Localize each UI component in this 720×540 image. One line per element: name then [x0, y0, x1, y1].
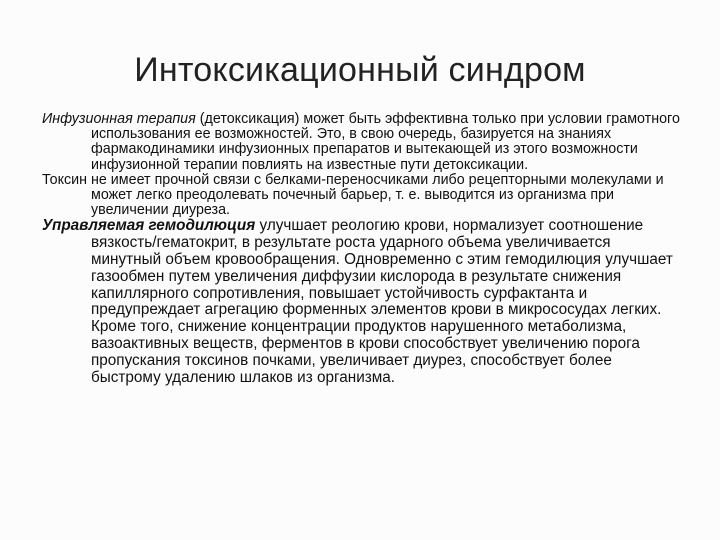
- paragraph-lead-infusion-therapy: Инфузионная терапия: [42, 111, 196, 127]
- paragraph-toxin: [42, 173, 682, 219]
- paragraph-lead-controlled-hemodilution: Управляемая гемодилюция: [42, 217, 256, 235]
- paragraph-controlled-hemodilution: [42, 218, 682, 386]
- paragraph-text-infusion-therapy: (детоксикация) может быть эффективна только при условии грамотного использования ее возможностей. Это, в свою очередь, базируется на знаниях фармакодинамики инфузионных препаратов и вытекающей из этого возможности инфузионной терапии повлиять на известные пути детоксикации.: [91, 111, 680, 173]
- slide-body: [42, 112, 682, 386]
- paragraph-infusion-therapy: [42, 112, 682, 173]
- slide-title: Интоксикационный синдром: [134, 51, 586, 89]
- paragraph-text-controlled-hemodilution: улучшает реологию крови, нормализует соотношение вязкость/гематокрит, в результате роста ударного объема увеличивается минутный объем кровообращения. Одновременно с этим гемодилюция улучшает газообмен путем увеличения диффузии кислорода в результате снижения капиллярного сопротивления, повышает устойчивость сурфактанта и предупреждает агрегацию форменных элементов крови в микрососудах легких. Кроме того, снижение концентрации продуктов нарушенного метаболизма, вазоактивных веществ, ферментов в крови способствует увеличению порога пропускания токсинов почками, увеличивает диурез, способствует более быстрому удалению шлаков из организма.: [91, 217, 673, 386]
- paragraph-text-toxin: Токсин не имеет прочной связи с белками-переносчиками либо рецепторными молекулами и может легко преодолевать почечный барьер, т. е. выводится из организма при увеличении диуреза.: [42, 171, 664, 219]
